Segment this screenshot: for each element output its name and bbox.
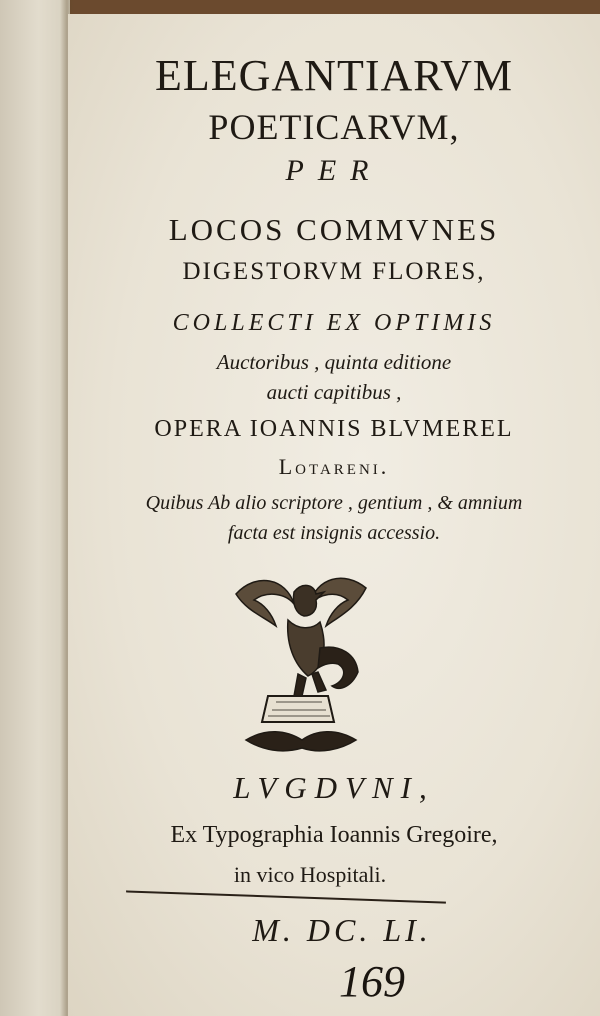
imprint-date: M. DC. LI. <box>252 912 432 948</box>
author-origin: Lotareni. <box>278 454 390 479</box>
author-line: OPERA IOANNIS BLVMEREL <box>154 416 514 442</box>
title-line-per: PER <box>285 154 383 187</box>
title-line-locos: LOCOS COMMVNES <box>168 212 500 247</box>
handwritten-shelf-number: 169 <box>339 957 405 1006</box>
title-line-collecti: COLLECTI EX OPTIMIS <box>172 310 496 336</box>
title-line-aucti: aucti capitibus , <box>266 380 402 404</box>
addition-note-line-1: Quibus Ab alio scriptore , gentium , & amnium <box>145 492 523 514</box>
title-line-auctoribus: Auctoribus , quinta editione <box>216 350 452 374</box>
imprint-place: LVGDVNI, <box>233 770 435 805</box>
imprint-address: in vico Hospitali. <box>233 862 387 887</box>
addition-note-line-2: facta est insignis accessio. <box>227 522 441 544</box>
title-line-1: ELEGANTIARVM <box>155 51 513 100</box>
imprint-printer: Ex Typographia Ioannis Gregoire, <box>170 822 498 848</box>
title-line-digestorum: DIGESTORVM FLORES, <box>182 258 486 285</box>
griffin-on-stone-icon <box>216 564 386 764</box>
imprint-rule <box>126 890 446 903</box>
title-line-2: POETICARVM, <box>208 107 460 147</box>
title-page <box>68 14 600 1016</box>
